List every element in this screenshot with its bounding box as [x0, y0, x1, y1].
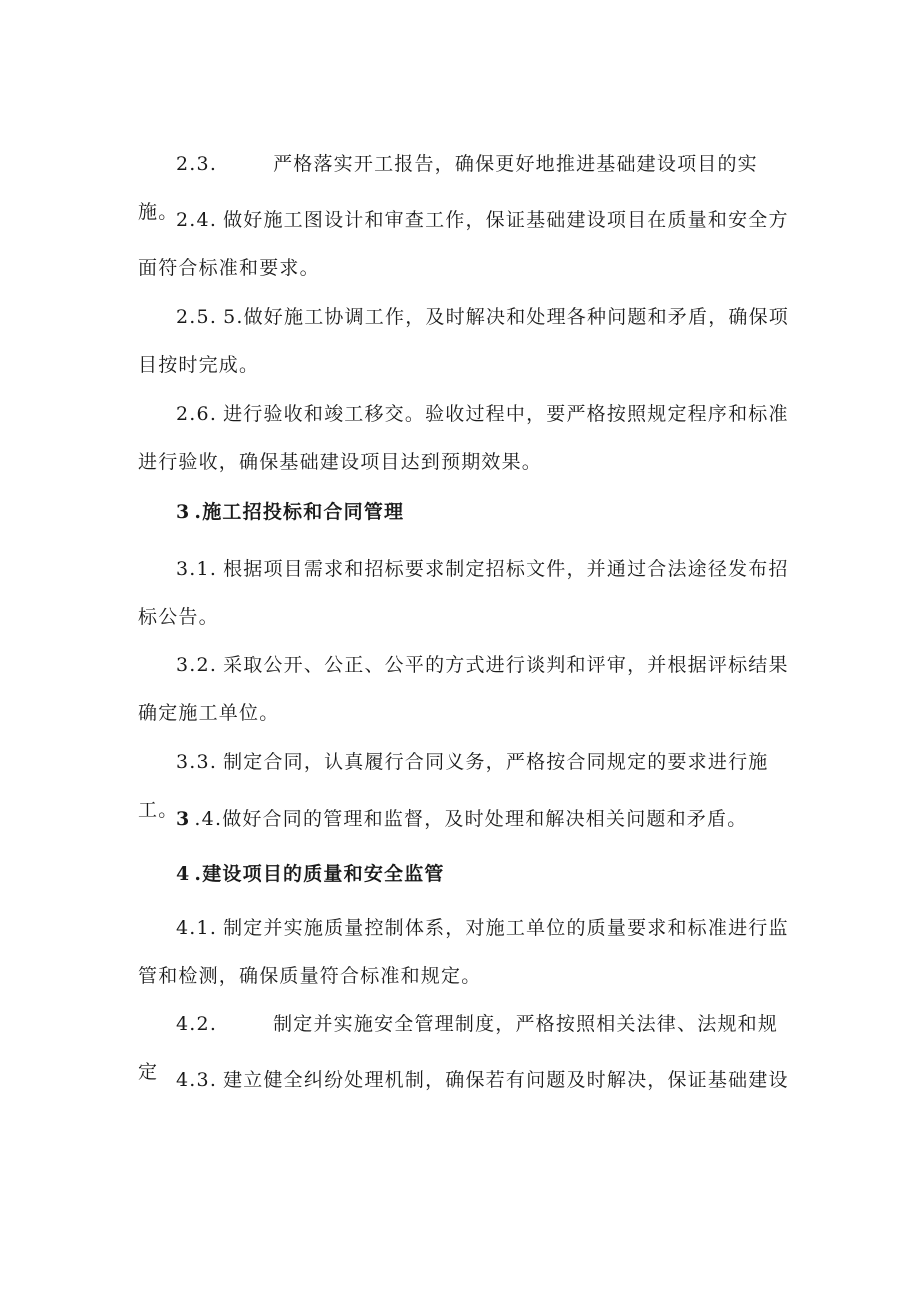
paragraph-text: 制定并实施质量控制体系，对施工单位的质量要求和标准进行监管和检测，确保质量符合标准和规定。 [138, 917, 789, 987]
heading-number: 3 [176, 501, 191, 523]
paragraph-text: 制定并实施安全管理制度，严格按照相关法律、法规和规定 [138, 1013, 779, 1083]
paragraph-4-3 [138, 1056, 798, 1104]
paragraph-4-1 [138, 904, 798, 1000]
section-heading-3 [176, 488, 404, 536]
heading-number: 4 [176, 863, 191, 885]
paragraph-text: 制定合同，认真履行合同义务，严格按合同规定的要求进行施工。 [138, 751, 769, 821]
paragraph-2-5 [138, 293, 798, 389]
paragraph-number: 4.3. [176, 1069, 218, 1091]
paragraph-number: 3.1. [176, 558, 218, 580]
paragraph-text: 严格落实开工报告，确保更好地推进基础建设项目的实施。 [138, 153, 758, 223]
paragraph-3-4 [138, 795, 798, 843]
paragraph-number: 3.2. [176, 654, 218, 676]
heading-text: .施工招投标和合同管理 [194, 501, 405, 523]
paragraph-3-2 [138, 641, 798, 737]
paragraph-text: 进行验收和竣工移交。验收过程中，要严格按照规定程序和标准进行验收，确保基础建设项目达到预期效果。 [138, 403, 789, 473]
paragraph-2-6 [138, 390, 798, 486]
paragraph-number: 4.2. [176, 1013, 218, 1035]
paragraph-text: .4.做好合同的管理和监督，及时处理和解决相关问题和矛盾。 [194, 808, 748, 830]
paragraph-number: 2.4. [176, 209, 218, 231]
paragraph-text: 建立健全纠纷处理机制，确保若有问题及时解决，保证基础建设 [223, 1069, 789, 1091]
paragraph-text: 采取公开、公正、公平的方式进行谈判和评审，并根据评标结果确定施工单位。 [138, 654, 789, 724]
paragraph-number: 3 [176, 808, 191, 830]
paragraph-number: 3.3. [176, 751, 218, 773]
paragraph-number: 2.6. [176, 403, 218, 425]
paragraph-text: 做好施工图设计和审查工作，保证基础建设项目在质量和安全方面符合标准和要求。 [138, 209, 789, 279]
paragraph-2-4 [138, 196, 798, 292]
paragraph-text: 5.做好施工协调工作，及时解决和处理各种问题和矛盾，确保项目按时完成。 [138, 306, 789, 376]
section-heading-4 [176, 850, 445, 898]
paragraph-number: 2.3. [176, 153, 218, 175]
paragraph-text: 根据项目需求和招标要求制定招标文件，并通过合法途径发布招标公告。 [138, 558, 789, 628]
heading-text: .建设项目的质量和安全监管 [194, 863, 445, 885]
paragraph-3-1 [138, 545, 798, 641]
paragraph-number: 4.1. [176, 917, 218, 939]
paragraph-number: 2.5. [176, 306, 218, 328]
